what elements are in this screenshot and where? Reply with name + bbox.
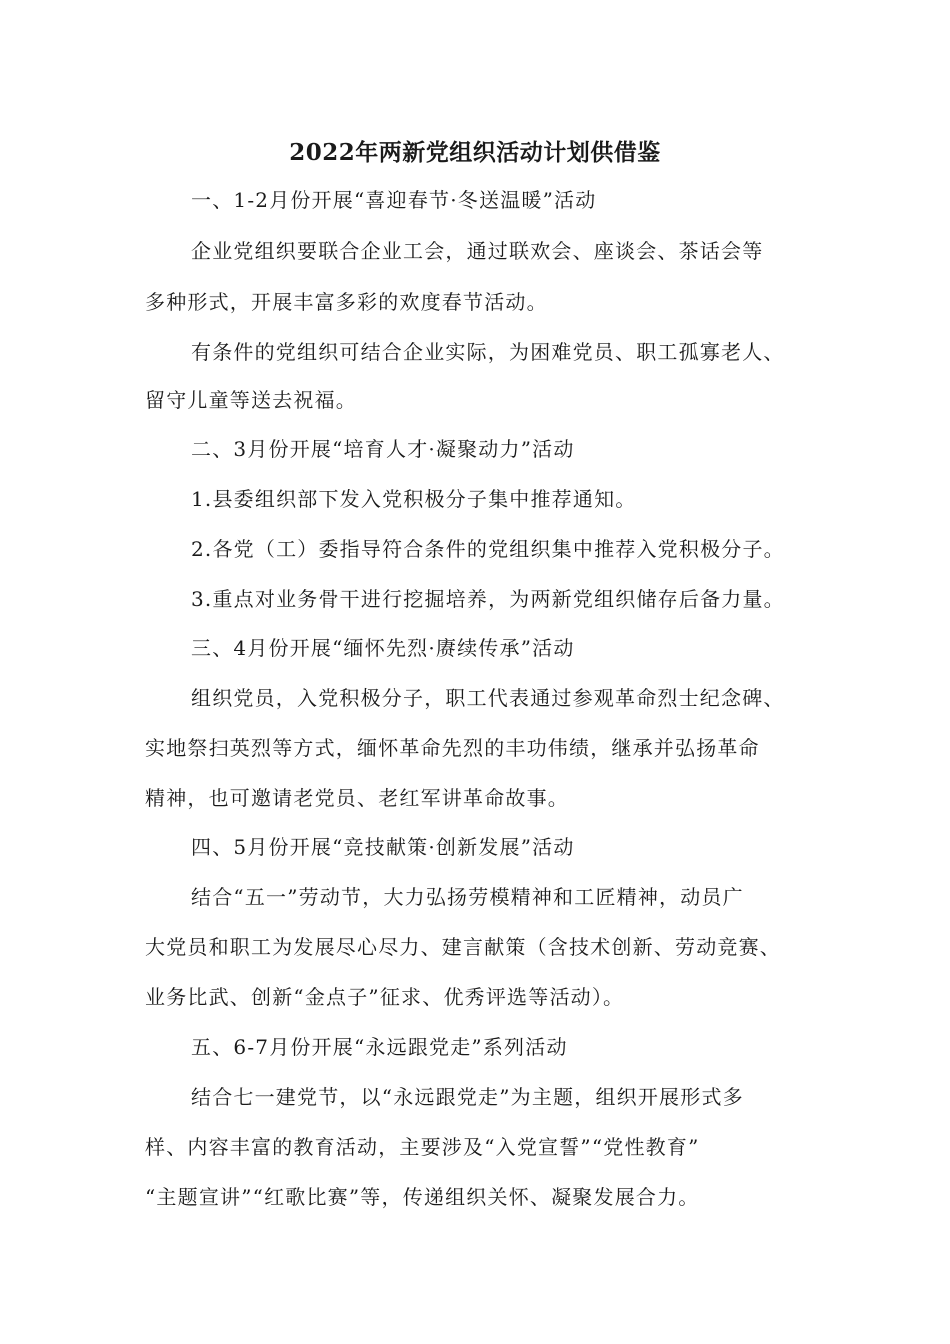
paragraph-line: 样、内容丰富的教育活动，主要涉及“入党宣誓”“党性教育” bbox=[145, 1135, 700, 1159]
paragraph-line: 组织党员，入党积极分子，职工代表通过参观革命烈士纪念碑、 bbox=[191, 686, 785, 710]
paragraph-line: 大党员和职工为发展尽心尽力、建言献策（含技术创新、劳动竞赛、 bbox=[145, 935, 781, 959]
paragraph-line: 实地祭扫英烈等方式，缅怀革命先烈的丰功伟绩，继承并弘扬革命 bbox=[145, 736, 760, 760]
paragraph-line: 有条件的党组织可结合企业实际，为困难党员、职工孤寡老人、 bbox=[191, 340, 785, 364]
paragraph-line: 企业党组织要联合企业工会，通过联欢会、座谈会、茶话会等 bbox=[191, 239, 764, 263]
section-heading-1: 一、1-2月份开展“喜迎春节·冬送温暖”活动 bbox=[191, 188, 597, 212]
paragraph-line: “主题宣讲”“红歌比赛”等，传递组织关怀、凝聚发展合力。 bbox=[145, 1185, 700, 1209]
paragraph-line: 精神，也可邀请老党员、老红军讲革命故事。 bbox=[145, 786, 569, 810]
paragraph-line: 结合七一建党节，以“永远跟党走”为主题，组织开展形式多 bbox=[191, 1085, 744, 1109]
document-title: 2022年两新党组织活动计划供借鉴 bbox=[289, 139, 661, 166]
section-heading-4: 四、5月份开展“竞技献策·创新发展”活动 bbox=[191, 835, 575, 859]
list-item: 1.县委组织部下发入党积极分子集中推荐通知。 bbox=[191, 487, 637, 511]
section-heading-2: 二、3月份开展“培育人才·凝聚动力”活动 bbox=[191, 437, 575, 461]
paragraph-line: 结合“五一”劳动节，大力弘扬劳模精神和工匠精神，动员广 bbox=[191, 885, 744, 909]
paragraph-line: 多种形式，开展丰富多彩的欢度春节活动。 bbox=[145, 290, 548, 314]
list-item: 2.各党（工）委指导符合条件的党组织集中推荐入党积极分子。 bbox=[191, 537, 785, 561]
section-heading-3: 三、4月份开展“缅怀先烈·赓续传承”活动 bbox=[191, 636, 575, 660]
list-item: 3.重点对业务骨干进行挖掘培养，为两新党组织储存后备力量。 bbox=[191, 587, 785, 611]
section-heading-5: 五、6-7月份开展“永远跟党走”系列活动 bbox=[191, 1035, 568, 1059]
paragraph-line: 留守儿童等送去祝福。 bbox=[145, 388, 357, 412]
paragraph-line: 业务比武、创新“金点子”征求、优秀评选等活动）。 bbox=[145, 985, 625, 1009]
